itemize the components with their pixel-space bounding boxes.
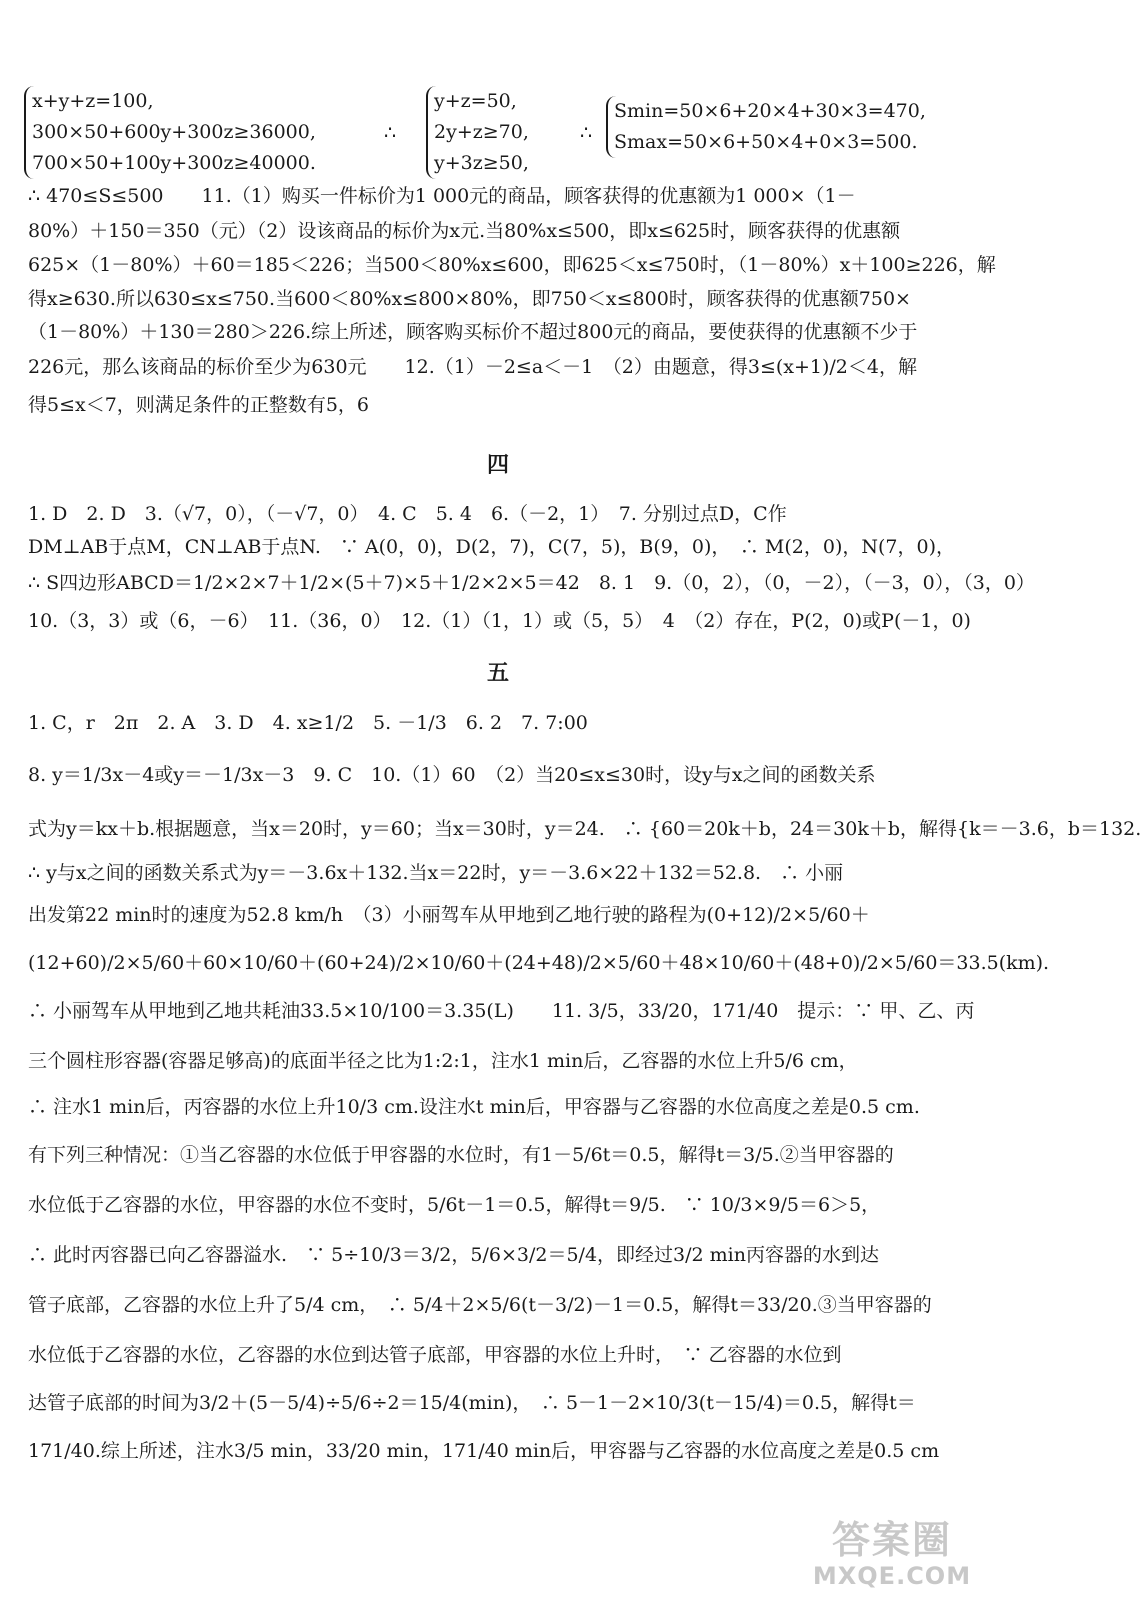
equation-line: 300×50+600y+300z≥36000, [32, 121, 316, 143]
text-line: ∴ y与x之间的函数关系式为y＝－3.6x＋132.当x＝22时，y＝－3.6×22＋132＝52.8. ∴ 小丽 [28, 862, 844, 884]
equation-line: Smin=50×6+20×4+30×3=470, [614, 100, 926, 122]
text-line: 10.（3，3）或（6，－6） 11.（36，0） 12.（1）（1，1）或（5，5） 4 （2）存在，P(2，0)或P(－1，0) [28, 610, 971, 632]
equation-system-right [606, 96, 926, 160]
text-line: 625×（1－80%）＋60＝185＜226；当500＜80%x≤600，即625＜x≤750时，（1－80%）x＋100≥226，解 [28, 254, 996, 276]
text-line: 8. y＝1/3x－4或y＝－1/3x－3 9. C 10.（1）60 （2）当20≤x≤30时，设y与x之间的函数关系 [28, 764, 876, 786]
watermark-logo [812, 1518, 972, 1594]
text-line: 226元，那么该商品的标价至少为630元 12.（1）－2≤a＜－1 （2）由题意，得3≤(x+1)/2＜4，解 [28, 356, 917, 378]
therefore-mark: ∴ [384, 122, 397, 144]
text-line: 水位低于乙容器的水位，乙容器的水位到达管子底部，甲容器的水位上升时， ∵ 乙容器的水位到 [28, 1344, 842, 1366]
equation-line: y+3z≥50, [434, 152, 529, 174]
text-line: DM⊥AB于点M，CN⊥AB于点N. ∵ A(0，0)，D(2，7)，C(7，5)，B(9，0)， ∴ M(2，0)，N(7，0)， [28, 536, 955, 558]
text-line: 80%）＋150＝350（元）（2）设该商品的标价为x元.当80%x≤500，即x≤625时，顾客获得的优惠额 [28, 220, 901, 242]
text-line: 171/40.综上所述，注水3/5 min，33/20 min，171/40 min后，甲容器与乙容器的水位高度之差是0.5 cm [28, 1440, 940, 1462]
text-line: （1－80%）＋130＝280＞226.综上所述，顾客购买标价不超过800元的商品，要使获得的优惠额不少于 [28, 321, 918, 343]
text-line: ∴ 此时丙容器已向乙容器溢水. ∵ 5÷10/3＝3/2，5/6×3/2＝5/4，即经过3/2 min丙容器的水到达 [28, 1244, 879, 1266]
text-line: ∴ 注水1 min后，丙容器的水位上升10/3 cm.设注水t min后，甲容器与乙容器的水位高度之差是0.5 cm. [28, 1096, 920, 1118]
therefore-symbol [372, 86, 408, 180]
text-line: 有下列三种情况：①当乙容器的水位低于甲容器的水位时，有1－5/6t＝0.5，解得t＝3/5.②当甲容器的 [28, 1144, 894, 1166]
text-line: 出发第22 min时的速度为52.8 km/h （3）小丽驾车从甲地到乙地行驶的路程为(0+12)/2×5/60＋ [28, 904, 870, 926]
section-heading-5: 五 [486, 660, 509, 686]
equation-system-left [24, 86, 316, 180]
equation-line: 700×50+100y+300z≥40000. [32, 152, 316, 174]
system-rows [426, 86, 529, 179]
text-line: 1. D 2. D 3.（√7，0），（－√7，0） 4. C 5. 4 6.（－2，1） 7. 分别过点D，C作 [28, 503, 787, 525]
section-heading-4: 四 [486, 452, 509, 478]
equation-line: 2y+z≥70, [434, 121, 529, 143]
text-line: (12+60)/2×5/60＋60×10/60＋(60+24)/2×10/60＋(24+48)/2×5/60＋48×10/60＋(48+0)/2×5/60＝33.5(km). [28, 952, 1050, 974]
system-rows [24, 86, 316, 179]
text-line: 得5≤x＜7，则满足条件的正整数有5，6 [28, 394, 369, 416]
text-line: ∴ 小丽驾车从甲地到乙地共耗油33.5×10/100＝3.35(L) 11. 3/5，33/20，171/40 提示：∵ 甲、乙、丙 [28, 1000, 975, 1022]
text-line: ∴ 470≤S≤500 11.（1）购买一件标价为1 000元的商品，顾客获得的优惠额为1 000×（1－ [28, 185, 856, 207]
equation-line: Smax=50×6+50×4+0×3=500. [614, 131, 918, 153]
text-line: 管子底部，乙容器的水位上升了5/4 cm， ∴ 5/4＋2×5/6(t－3/2)－1＝0.5，解得t＝33/20.③当甲容器的 [28, 1294, 932, 1316]
text-line: 1. C，r 2π 2. A 3. D 4. x≥1/2 5. －1/3 6. 2 7. 7:00 [28, 712, 588, 734]
equation-line: y+z=50, [434, 90, 517, 112]
system-rows [606, 96, 926, 158]
watermark-url: MXQE.COM [812, 1562, 972, 1590]
text-line: 得x≥630.所以630≤x≤750.当600＜80%x≤800×80%，即750＜x≤800时，顾客获得的优惠额750× [28, 288, 911, 310]
text-line: 式为y＝kx＋b.根据题意，当x＝20时，y＝60；当x＝30时，y＝24. ∴ {60＝20k＋b，24＝30k＋b，解得{k＝－3.6，b＝132. [28, 818, 1141, 840]
text-line: ∴ S四边形ABCD＝1/2×2×7＋1/2×(5＋7)×5＋1/2×2×5＝42 8. 1 9.（0，2），（0，－2），（－3，0），（3，0） [28, 572, 1035, 594]
text-line: 三个圆柱形容器(容器足够高)的底面半径之比为1:2:1，注水1 min后，乙容器的水位上升5/6 cm， [28, 1050, 858, 1072]
therefore-mark: ∴ [580, 122, 593, 144]
watermark-text: 答案圈 [831, 1518, 952, 1562]
therefore-symbol [568, 86, 604, 180]
text-line: 水位低于乙容器的水位，甲容器的水位不变时，5/6t－1＝0.5，解得t＝9/5. ∵ 10/3×9/5＝6＞5， [28, 1194, 881, 1216]
text-line: 达管子底部的时间为3/2＋(5－5/4)÷5/6÷2＝15/4(min)， ∴ 5－1－2×10/3(t－15/4)＝0.5，解得t＝ [28, 1392, 916, 1414]
equation-line: x+y+z=100, [32, 90, 154, 112]
equation-system-middle [426, 86, 529, 180]
